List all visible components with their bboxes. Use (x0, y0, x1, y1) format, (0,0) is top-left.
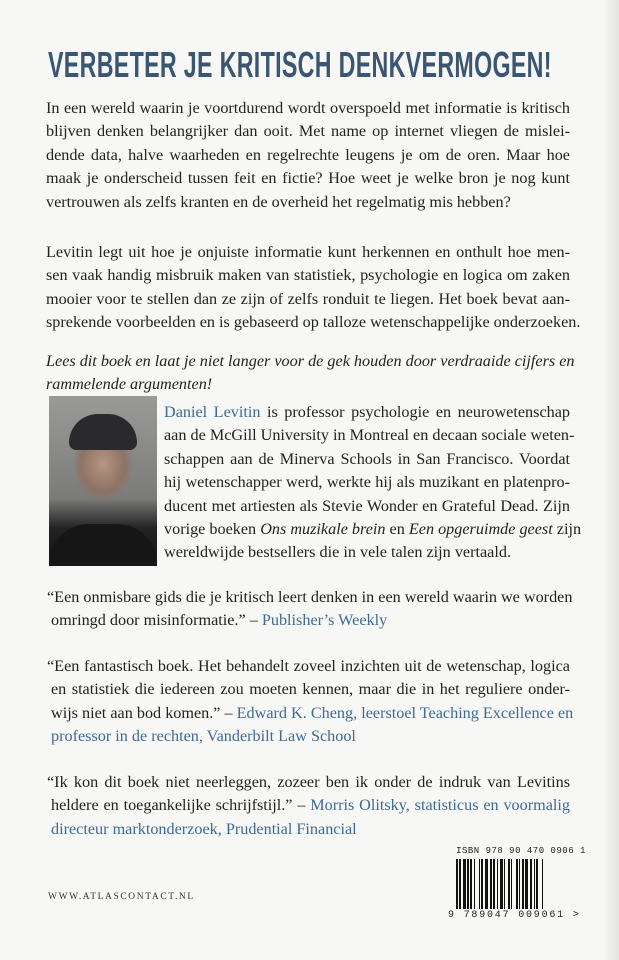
second-paragraph (46, 241, 581, 335)
text-span: is professor psychologie en neurowetenschap (260, 403, 570, 421)
text-line: vertrouwen als zelfs kranten en de overheid het regelmatig mis hebben? (46, 192, 511, 211)
quote-3 (47, 771, 570, 841)
barcode-bars (456, 859, 594, 909)
isbn-barcode (448, 846, 594, 922)
text-line: In een wereld waarin je voortdurend wordt overspoeld met informatie is kritisch (46, 99, 570, 117)
text-line: “Ik kon dit boek niet neerleggen, zozeer ben ik onder de indruk van Levitins (47, 773, 570, 791)
text-span: heldere en toegankelijke schrijfstijl.” – (51, 796, 311, 815)
text-span: zijn (552, 520, 582, 539)
author-bio (164, 401, 582, 565)
quote-source: Publisher’s Weekly (261, 611, 388, 630)
intro-paragraph (46, 97, 570, 214)
author-hair (69, 414, 137, 450)
text-span: omringd door misinformatie.” – (51, 611, 262, 630)
call-to-action (46, 350, 575, 397)
text-line: schappen aan de Minerva Schools in San Francisco. Voordat (164, 449, 570, 468)
quote-2 (47, 655, 574, 749)
book-title: Ons muzikale brein (260, 520, 386, 539)
text-line: sen vaak handig misbruik maken van statistiek, psychologie en logica om zaken (46, 266, 570, 285)
text-line: aan de McGill University in Montreal en decaan sociale weten- (164, 426, 575, 445)
text-line: Levitin legt uit hoe je onjuiste informatie kunt herkennen en onthult hoe men- (46, 243, 570, 261)
headline: VERBETER JE KRITISCH DENKVERMOGEN! (48, 44, 552, 85)
publisher-website: WWW.ATLASCONTACT.NL (48, 892, 195, 902)
text-line: Lees dit boek en laat je niet langer voor de gek houden door verdraaide cijfers en (46, 352, 575, 370)
text-span: vorige boeken (164, 520, 261, 539)
text-line: “Een fantastisch boek. Het behandelt zoveel inzichten uit de wetenschap, logica (47, 657, 570, 675)
book-title: Een opgeruimde geest (408, 520, 553, 539)
quote-source: Morris Olitsky, statisticus en voormalig (310, 796, 570, 815)
text-line: hij wetenschapper werd, werkte hij als muzikant en platenpro- (164, 473, 570, 492)
author-name: Daniel Levitin (164, 403, 261, 421)
page-edge (605, 0, 619, 960)
text-span: wijs niet aan bod komen.” – (51, 703, 237, 722)
text-line: blijven denken belangrijker dan ooit. Met name op internet vliegen de mislei- (46, 122, 570, 141)
text-line: dende data, halve waarheden en regelrechte leugens je om de oren. Maar hoe (46, 145, 570, 164)
text-line: ducent met artiesten als Stevie Wonder en Grateful Dead. Zijn (164, 496, 570, 515)
quote-source: professor in de rechten, Vanderbilt Law School (51, 727, 356, 746)
text-line: mooier voor te stellen dan ze zijn of zelfs ronduit te liegen. Het boek bevat aan- (46, 289, 570, 308)
barcode-bar (543, 859, 544, 909)
author-shoulders (49, 524, 157, 566)
text-line: “Een onmisbare gids die je kritisch leert denken in een wereld waarin we worden (47, 588, 573, 606)
text-line: wereldwijde bestsellers die in vele talen zijn vertaald. (164, 543, 511, 562)
isbn-label: ISBN 978 90 470 0906 1 (456, 846, 586, 856)
quote-1 (47, 586, 573, 633)
text-line: maak je onderscheid tussen feit en fictie? Hoe weet je welke bron je nog kunt (46, 169, 570, 188)
quote-source: Edward K. Cheng, leerstoel Teaching Excellence en (236, 703, 574, 722)
author-photo (49, 396, 157, 566)
text-line: rammelende argumenten! (46, 375, 213, 394)
text-span: en (385, 520, 409, 539)
text-line: sprekende voorbeelden en is gebaseerd op talloze wetenschappelijke onderzoeken. (46, 313, 581, 332)
text-line: en statistiek die iedereen zou moeten kennen, maar die in het reguliere onder- (51, 680, 570, 699)
isbn-digits: 9 789047 009061 > (448, 910, 581, 921)
quote-source: directeur marktonderzoek, Prudential Financial (51, 819, 357, 838)
